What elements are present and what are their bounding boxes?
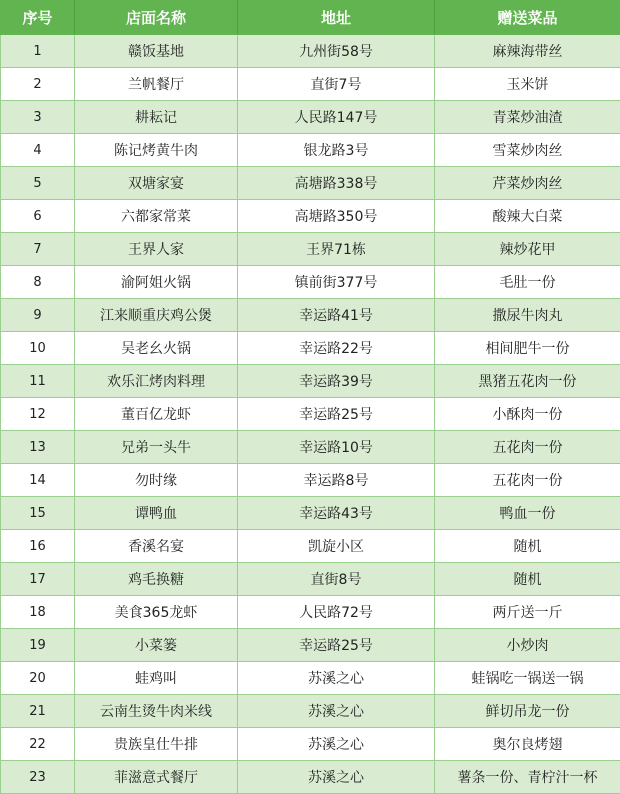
cell-address: 幸运路25号 (238, 398, 435, 431)
cell-gift: 小酥肉一份 (435, 398, 620, 431)
cell-address: 银龙路3号 (238, 134, 435, 167)
cell-gift: 雪菜炒肉丝 (435, 134, 620, 167)
table-row (1, 431, 620, 464)
cell-gift: 玉米饼 (435, 68, 620, 101)
cell-address: 九州街58号 (238, 35, 435, 68)
cell-name: 渝阿姐火锅 (75, 266, 238, 299)
table-row (1, 299, 620, 332)
header-name: 店面名称 (75, 1, 238, 35)
cell-address: 人民路72号 (238, 596, 435, 629)
cell-name: 勿时缘 (75, 464, 238, 497)
cell-address: 苏溪之心 (238, 761, 435, 794)
table-row (1, 200, 620, 233)
cell-name: 董百亿龙虾 (75, 398, 238, 431)
cell-address: 凯旋小区 (238, 530, 435, 563)
cell-no: 16 (1, 530, 75, 563)
cell-gift: 青菜炒油渣 (435, 101, 620, 134)
cell-name: 六都家常菜 (75, 200, 238, 233)
table-row (1, 629, 620, 662)
cell-gift: 鲜切吊龙一份 (435, 695, 620, 728)
cell-name: 贵族皇仕牛排 (75, 728, 238, 761)
table-row (1, 233, 620, 266)
cell-name: 王界人家 (75, 233, 238, 266)
cell-gift: 蛙锅吃一锅送一锅 (435, 662, 620, 695)
table-row (1, 332, 620, 365)
table-row (1, 35, 620, 68)
cell-gift: 撒尿牛肉丸 (435, 299, 620, 332)
table-row (1, 563, 620, 596)
cell-no: 23 (1, 761, 75, 794)
cell-address: 王界71栋 (238, 233, 435, 266)
cell-address: 幸运路41号 (238, 299, 435, 332)
cell-gift: 鸭血一份 (435, 497, 620, 530)
cell-no: 10 (1, 332, 75, 365)
cell-no: 18 (1, 596, 75, 629)
header-no: 序号 (1, 1, 75, 35)
table-row (1, 662, 620, 695)
cell-gift: 五花肉一份 (435, 431, 620, 464)
cell-name: 双塘家宴 (75, 167, 238, 200)
cell-no: 1 (1, 35, 75, 68)
cell-no: 2 (1, 68, 75, 101)
cell-no: 20 (1, 662, 75, 695)
cell-address: 幸运路39号 (238, 365, 435, 398)
cell-gift: 五花肉一份 (435, 464, 620, 497)
header-address: 地址 (238, 1, 435, 35)
cell-no: 22 (1, 728, 75, 761)
table-row (1, 530, 620, 563)
cell-no: 7 (1, 233, 75, 266)
header-gift: 赠送菜品 (435, 1, 620, 35)
table-row (1, 596, 620, 629)
table-row (1, 266, 620, 299)
cell-no: 14 (1, 464, 75, 497)
cell-name: 香溪名宴 (75, 530, 238, 563)
table-row (1, 398, 620, 431)
cell-gift: 辣炒花甲 (435, 233, 620, 266)
table-header (1, 1, 620, 35)
cell-no: 4 (1, 134, 75, 167)
cell-gift: 随机 (435, 530, 620, 563)
cell-no: 12 (1, 398, 75, 431)
cell-name: 陈记烤黄牛肉 (75, 134, 238, 167)
cell-address: 直街7号 (238, 68, 435, 101)
cell-no: 15 (1, 497, 75, 530)
cell-no: 6 (1, 200, 75, 233)
cell-name: 欢乐汇烤肉料理 (75, 365, 238, 398)
cell-gift: 两斤送一斤 (435, 596, 620, 629)
cell-no: 9 (1, 299, 75, 332)
cell-address: 幸运路22号 (238, 332, 435, 365)
table-row (1, 728, 620, 761)
cell-name: 谭鸭血 (75, 497, 238, 530)
cell-address: 镇前街377号 (238, 266, 435, 299)
cell-name: 小菜篓 (75, 629, 238, 662)
cell-address: 直街8号 (238, 563, 435, 596)
cell-gift: 薯条一份、青柠汁一杯 (435, 761, 620, 794)
cell-no: 13 (1, 431, 75, 464)
cell-gift: 毛肚一份 (435, 266, 620, 299)
cell-address: 高塘路350号 (238, 200, 435, 233)
cell-gift: 芹菜炒肉丝 (435, 167, 620, 200)
cell-gift: 麻辣海带丝 (435, 35, 620, 68)
cell-gift: 黑猪五花肉一份 (435, 365, 620, 398)
cell-gift: 奥尔良烤翅 (435, 728, 620, 761)
cell-address: 人民路147号 (238, 101, 435, 134)
cell-address: 苏溪之心 (238, 695, 435, 728)
header-row (1, 1, 620, 35)
table-row (1, 101, 620, 134)
table-row (1, 365, 620, 398)
table-row (1, 761, 620, 794)
cell-address: 幸运路10号 (238, 431, 435, 464)
cell-name: 兄弟一头牛 (75, 431, 238, 464)
cell-no: 3 (1, 101, 75, 134)
table-row (1, 497, 620, 530)
cell-no: 5 (1, 167, 75, 200)
cell-name: 耕耘记 (75, 101, 238, 134)
table-row (1, 464, 620, 497)
cell-no: 19 (1, 629, 75, 662)
cell-no: 21 (1, 695, 75, 728)
cell-name: 云南生烫牛肉米线 (75, 695, 238, 728)
table-row (1, 695, 620, 728)
table-row (1, 167, 620, 200)
cell-no: 8 (1, 266, 75, 299)
cell-name: 兰帆餐厅 (75, 68, 238, 101)
cell-gift: 酸辣大白菜 (435, 200, 620, 233)
cell-name: 赣饭基地 (75, 35, 238, 68)
table-body (1, 35, 620, 794)
cell-name: 美食365龙虾 (75, 596, 238, 629)
cell-name: 蛙鸡叫 (75, 662, 238, 695)
cell-name: 吴老幺火锅 (75, 332, 238, 365)
cell-address: 苏溪之心 (238, 662, 435, 695)
cell-name: 江来顺重庆鸡公煲 (75, 299, 238, 332)
cell-no: 11 (1, 365, 75, 398)
cell-name: 菲滋意式餐厅 (75, 761, 238, 794)
table-row (1, 134, 620, 167)
cell-address: 幸运路25号 (238, 629, 435, 662)
cell-address: 幸运路8号 (238, 464, 435, 497)
cell-name: 鸡毛换糖 (75, 563, 238, 596)
cell-gift: 相间肥牛一份 (435, 332, 620, 365)
cell-address: 幸运路43号 (238, 497, 435, 530)
cell-gift: 随机 (435, 563, 620, 596)
cell-address: 高塘路338号 (238, 167, 435, 200)
table-row (1, 68, 620, 101)
cell-no: 17 (1, 563, 75, 596)
cell-address: 苏溪之心 (238, 728, 435, 761)
cell-gift: 小炒肉 (435, 629, 620, 662)
